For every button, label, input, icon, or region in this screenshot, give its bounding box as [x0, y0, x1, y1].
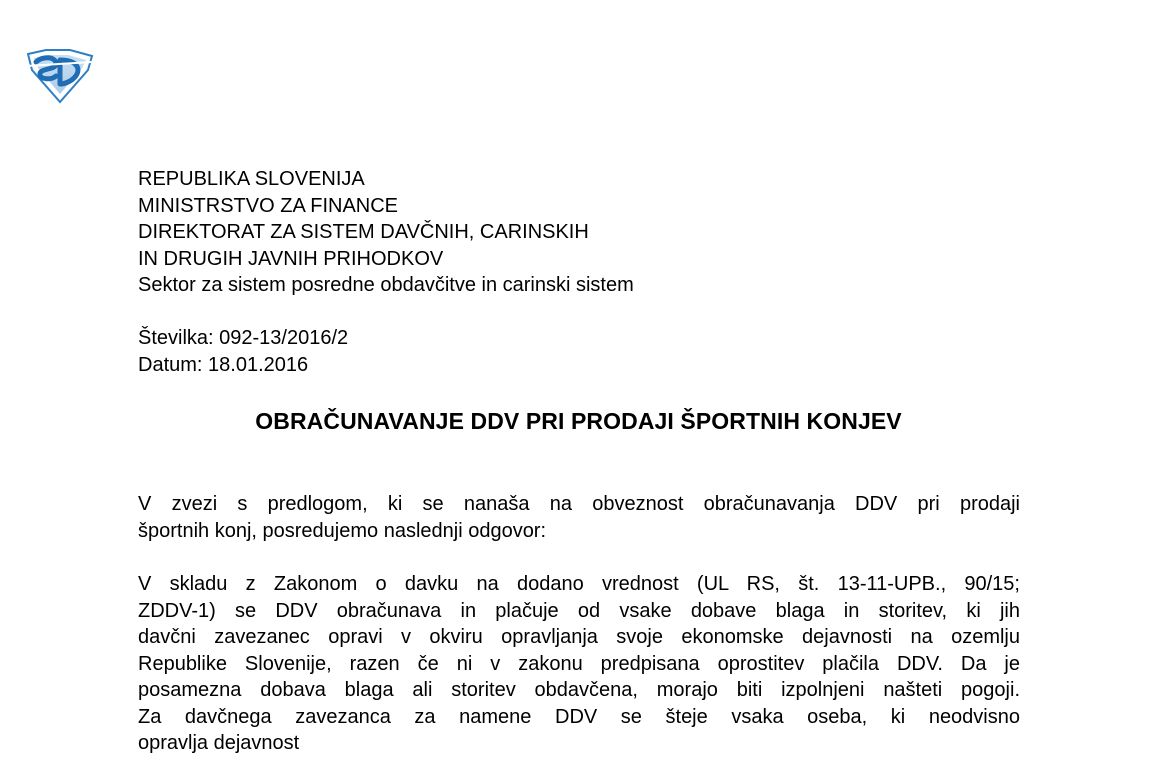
paragraph-1 — [138, 491, 1020, 544]
document-date: Datum: 18.01.2016 — [138, 353, 309, 376]
document-title: OBRAČUNAVANJE DDV PRI PRODAJI ŠPORTNIH KONJEV — [255, 408, 902, 434]
document-number: Številka: 092-13/2016/2 — [138, 327, 349, 349]
document-meta — [138, 325, 348, 378]
paragraph-line: V zvezi s predlogom, ki se nanaša na obveznost obračunavanja DDV pri prodaji — [138, 493, 1020, 515]
header-ministry: MINISTRSTVO ZA FINANCE — [138, 194, 399, 217]
header-directorate: DIREKTORAT ZA SISTEM DAVČNIH, CARINSKIH — [138, 221, 589, 243]
paragraph-line: Za davčnega zavezanca za namene DDV se šteje vsaka oseba, ki neodvisno — [138, 705, 1020, 728]
paragraph-line: posamezna dobava blaga ali storitev obdavčena, morajo biti izpolnjeni našteti pogoji. — [138, 679, 1020, 701]
paragraph-2 — [138, 571, 1020, 757]
paragraph-line: ZDDV-1) se DDV obračunava in plačuje od vsake dobave blaga in storitev, ki jih — [138, 599, 1020, 622]
shield-logo-icon — [22, 48, 96, 104]
paragraph-line: športnih konj, posredujemo naslednji odgovor: — [138, 519, 547, 542]
paragraph-line: opravlja dejavnost — [138, 732, 300, 754]
paragraph-line: V skladu z Zakonom o davku na dodano vrednost (UL RS, št. 13-11-UPB., 90/15; — [138, 573, 1020, 595]
header-country: REPUBLIKA SLOVENIJA — [138, 168, 365, 190]
paragraph-line: Republike Slovenije, razen če ni v zakonu predpisana oprostitev plačila DDV. Da je — [138, 652, 1020, 675]
paragraph-line: davčni zavezanec opravi v okviru opravljanja svoje ekonomske dejavnosti na ozemlju — [138, 626, 1020, 648]
header-sector: Sektor za sistem posredne obdavčitve in carinski sistem — [138, 274, 634, 296]
issuer-header — [138, 166, 634, 299]
header-directorate-cont: IN DRUGIH JAVNIH PRIHODKOV — [138, 247, 444, 270]
